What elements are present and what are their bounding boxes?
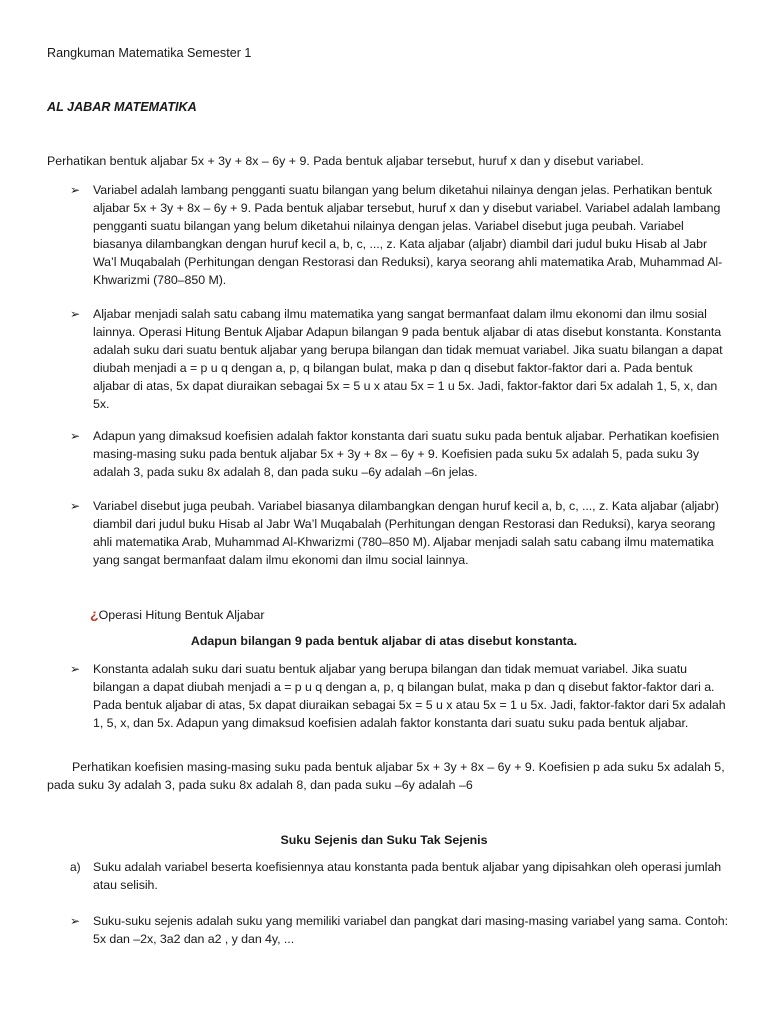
bullet-text: Variabel disebut juga peubah. Variabel biasanya dilambangkan dengan huruf kecil a, b, c, ..., z. Kata aljabar (aljabr) diambil dari judul buku Hisab al Jabr Wa’l Muqabalah (Perhitungan dengan Restorasi dan Reduksi), karya seorang ahli matematika Arab, Muhammad Al-Khwarizmi (780–850 M). Aljabar menjadi salah satu cabang ilmu matematika yang sangat bermanfaat dalam ilmu ekonomi dan ilmu social lainnya. [93,499,719,567]
bullet-item-variabel [70,181,730,289]
bullet-item-peubah [70,497,730,569]
intro-paragraph: Perhatikan bentuk aljabar 5x + 3y + 8x – 6y + 9. Pada bentuk aljabar tersebut, huruf x dan y disebut variabel. [47,154,644,168]
bullet-text: Aljabar menjadi salah satu cabang ilmu matematika yang sangat bermanfaat dalam ilmu ekonomi dan ilmu sosial lainnya. Operasi Hitung Bentuk Aljabar Adapun bilangan 9 pada bentuk aljabar di atas disebut konstanta. Konstanta adalah suku dari suatu bentuk aljabar yang berupa bilangan dan tidak memuat variabel. Jika suatu bilangan a dapat diubah menjadi a = p u q dengan a, p, q bilangan bulat, maka p dan q disebut faktor-faktor dari a. Pada bentuk aljabar di atas, 5x dapat diuraikan sebagai 5x = 5 u x atau 5x = 1 u 5x. Jadi, faktor-faktor dari 5x adalah 1, 5, x, dan 5x. [93,307,723,411]
document-header: Rangkuman Matematika Semester 1 [47,46,252,60]
section-heading-suku: Suku Sejenis dan Suku Tak Sejenis [280,833,488,847]
koefisien-paragraph: Perhatikan koefisien masing-masing suku pada bentuk aljabar 5x + 3y + 8x – 6y + 9. Koefisien p ada suku 5x adalah 5, pada suku 3y adalah 3, pada suku 8x adalah 8, dan pada suku –6y adalah –6 [47,760,725,792]
inverted-question-icon: ¿ [90,606,99,622]
bullet-text: Konstanta adalah suku dari suatu bentuk aljabar yang berupa bilangan dan tidak memuat variabel. Jika suatu bilangan a dapat diubah menjadi a = p u q dengan a, p, q bilangan bulat, maka p dan q disebut faktor-faktor dari a. Pada bentuk aljabar di atas, 5x dapat diuraikan sebagai 5x = 5 u x atau 5x = 1 u 5x. Jadi, faktor-faktor dari 5x adalah 1, 5, x, dan 5x. Adapun yang dimaksud koefisien adalah faktor konstanta dari suatu suku pada bentuk aljabar. [93,662,726,730]
bullet-text: Variabel adalah lambang pengganti suatu bilangan yang belum diketahui nilainya dengan jelas. Perhatikan bentuk aljabar 5x + 3y + 8x – 6y + 9. Pada bentuk aljabar tersebut, huruf x dan y disebut variabel. Variabel adalah lambang pengganti suatu bilangan yang belum diketahui nilainya dengan jelas. Variabel disebut juga peubah. Variabel biasanya dilambangkan dengan huruf kecil a, b, c, ..., z. Kata aljabar (aljabr) diambil dari judul buku Hisab al Jabr Wa’l Muqabalah (Perhitungan dengan Restorasi dan Reduksi), karya seorang ahli matematika Arab, Muhammad Al-Khwarizmi (780–850 M). [93,183,723,287]
bullet-text: Suku-suku sejenis adalah suku yang memiliki variabel dan pangkat dari masing-masing variabel yang sama. Contoh: 5x dan –2x, 3a2 dan a2 , y dan 4y, ... [93,914,728,946]
bullet-arrow-icon: ➢ [70,662,81,676]
bullet-item-koefisien [70,427,730,481]
subheading-text: Operasi Hitung Bentuk Aljabar [98,608,265,622]
bullet-arrow-icon: ➢ [70,307,81,321]
document-title: AL JABAR MATEMATIKA [47,100,197,114]
list-item-a [70,858,730,894]
bullet-item-aljabar [70,305,730,413]
bullet-arrow-icon: ➢ [70,499,81,513]
bullet-item-konstanta [70,660,730,732]
section-subheading [90,605,265,624]
bullet-text: Adapun yang dimaksud koefisien adalah faktor konstanta dari suatu suku pada bentuk aljabar. Perhatikan koefisien masing-masing suku pada bentuk aljabar 5x + 3y + 8x – 6y + 9. Koefisien pada suku 5x adalah 5, pada suku 3y adalah 3, pada suku 8x adalah 8, dan pada suku –6y adalah –6n jelas. [93,429,720,479]
list-text: Suku adalah variabel beserta koefisiennya atau konstanta pada bentuk aljabar yang dipisahkan oleh operasi jumlah atau selisih. [93,860,722,892]
centered-statement: Adapun bilangan 9 pada bentuk aljabar di atas disebut konstanta. [190,634,578,648]
list-marker: a) [70,860,81,874]
bullet-arrow-icon: ➢ [70,429,81,443]
bullet-arrow-icon: ➢ [70,183,81,197]
bullet-item-sejenis [70,912,730,948]
bullet-arrow-icon: ➢ [70,914,81,928]
